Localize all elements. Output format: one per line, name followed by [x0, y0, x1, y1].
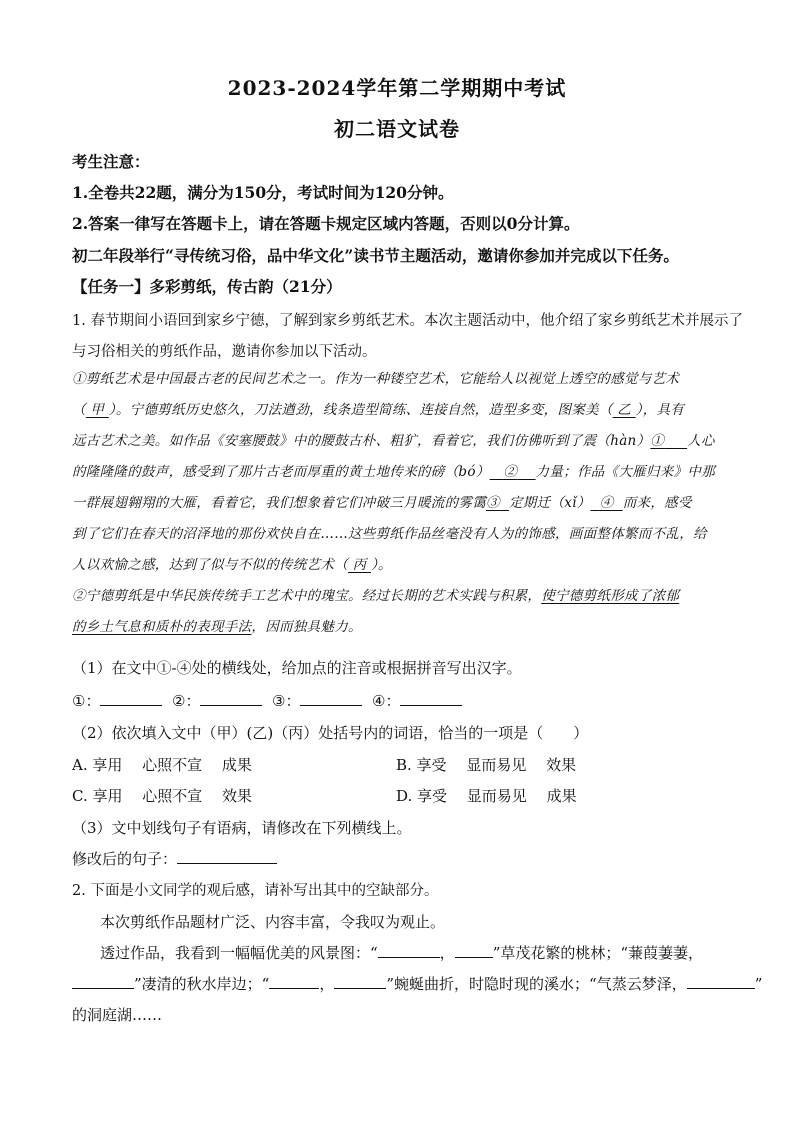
blank-bing: 丙 — [348, 557, 371, 573]
passage-paragraph-2 — [72, 581, 722, 643]
q2-text-line3: 透过作品，我看到一幅幅优美的风景图：“ ， ”草茂花繁的桃林；“蒹葭萋萋， — [100, 944, 704, 962]
passage-line: ②宁德剪纸是中华民族传统手工艺术中的瑰宝。经过长期的艺术实践与积累，使宁德剪纸形成了浓郁 — [72, 588, 680, 604]
q2-text-line5: 的洞庭湖…… — [72, 1006, 163, 1024]
underlined-sentence-part2: 的乡土气息和质朴的表现手法 — [72, 619, 252, 635]
passage-line: 的乡土气息和质朴的表现手法，因而独具魅力。 — [72, 619, 362, 635]
poem-blank-6[interactable] — [687, 974, 755, 989]
answer-blank-4[interactable] — [400, 691, 462, 706]
poem-blank-3[interactable] — [72, 974, 134, 989]
passage-line: 到了它们在春天的沼泽地的那份欢快自在……这些剪纸作品丝毫没有人为的饰感，画面整体繁而不乱，给 — [72, 526, 707, 542]
revised-sentence-blank[interactable] — [177, 849, 277, 864]
blank-jia: 甲 — [85, 402, 109, 418]
option-d[interactable]: D. 享受 显而易见 成果 — [396, 787, 577, 805]
answer-label-3: ③： — [272, 692, 301, 710]
passage-line: 远古艺术之美。如作品《安塞腰鼓》中的腰鼓古朴、粗犷，看着它，我们仿佛听到了震（hàn）① 人心 — [72, 433, 715, 449]
q1-sub3-answer-row — [72, 848, 277, 869]
passage-paragraph-1 — [72, 364, 722, 581]
q1-sub3: （3）文中划线句子有语病，请修改在下列横线上。 — [72, 819, 412, 837]
q1-sub1: （1）在文中①-④处的横线处，给加点的注音或根据拼音写出汉字。 — [72, 659, 522, 677]
q2-stem: 2. 下面是小文同学的观后感，请补写出其中的空缺部分。 — [72, 883, 439, 899]
revised-sentence-label: 修改后的句子： — [72, 850, 178, 868]
option-c[interactable]: C. 享用 心照不宣 效果 — [72, 787, 253, 805]
blank-2: ② — [503, 464, 518, 480]
poem-blank-2[interactable] — [455, 943, 493, 958]
underlined-sentence-part1: 使宁德剪纸形成了浓郁 — [541, 588, 680, 604]
blank-yi: 乙 — [612, 402, 636, 418]
q1-sub2: （2）依次填入文中（甲）(乙)（丙）处括号内的词语，恰当的一项是（ ） — [72, 724, 589, 742]
page-title: 2023-2024学年第二学期期中考试 — [227, 76, 567, 100]
task1-heading: 【任务一】多彩剪纸，传古韵（21分） — [72, 277, 342, 296]
passage-line: 一群展翅翱翔的大雁，看着它，我们想象着它们冲破三月暖流的雾霭③ 定期迁（xǐ） ④ 而来，感受 — [72, 495, 692, 511]
poem-blank-1[interactable] — [378, 943, 440, 958]
option-b[interactable]: B. 享受 显而易见 效果 — [396, 756, 577, 774]
notice-item-2: 2.答案一律写在答题卡上，请在答题卡规定区域内答题，否则以0分计算。 — [72, 214, 580, 233]
poem-blank-4[interactable] — [269, 974, 319, 989]
answer-label-1: ①： — [72, 692, 101, 710]
blank-1: ① — [650, 433, 665, 449]
page-subtitle: 初二语文试卷 — [334, 117, 460, 141]
q1-sub1-answer-row — [72, 690, 462, 711]
answer-label-2: ②： — [172, 692, 201, 710]
q2-text-line4: ”凄清的秋水岸边；“ ， ”蜿蜒曲折，时隐时现的溪水；“气蒸云梦泽， ” — [72, 973, 762, 994]
passage-line: 的隆隆隆的鼓声，感受到了那片古老而厚重的黄土地传来的磅（bó） ② 力量；作品《大雁归来》中那 — [72, 464, 715, 480]
answer-label-4: ④： — [372, 692, 401, 710]
q2-text-line2: 本次剪纸作品题材广泛、内容丰富，令我叹为观止。 — [100, 913, 446, 931]
passage-line: （ 甲 ）。宁德剪纸历史悠久，刀法遒劲，线条造型简练、连接自然，造型多变，图案美（ 乙 ），具有 — [72, 402, 685, 418]
q1-stem-line2: 与习俗相关的剪纸作品，邀请你参加以下活动。 — [72, 344, 377, 360]
notice-item-1: 1.全卷共22题，满分为150分，考试时间为120分钟。 — [72, 183, 454, 202]
notice-heading: 考生注意： — [72, 152, 150, 171]
answer-blank-3[interactable] — [300, 691, 362, 706]
poem-blank-5[interactable] — [334, 974, 386, 989]
blank-3: ③ — [486, 495, 500, 511]
blank-4: ④ — [599, 495, 614, 511]
q1-stem-line1: 1. 春节期间小语回到家乡宁德，了解到家乡剪纸艺术。本次主题活动中，他介绍了家乡剪纸艺术并展示了 — [72, 313, 743, 329]
answer-blank-2[interactable] — [200, 691, 262, 706]
option-a[interactable]: A. 享用 心照不宣 成果 — [72, 756, 252, 774]
activity-intro: 初二年段举行“寻传统习俗，品中华文化”读书节主题活动，邀请你参加并完成以下任务。 — [72, 246, 679, 265]
passage-line: 人以欢愉之感，达到了似与不似的传统艺术（ 丙 ）。 — [72, 557, 392, 573]
passage-line: ①剪纸艺术是中国最古老的民间艺术之一。作为一种镂空艺术，它能给人以视觉上透空的感觉与艺术 — [72, 371, 680, 387]
answer-blank-1[interactable] — [100, 691, 162, 706]
